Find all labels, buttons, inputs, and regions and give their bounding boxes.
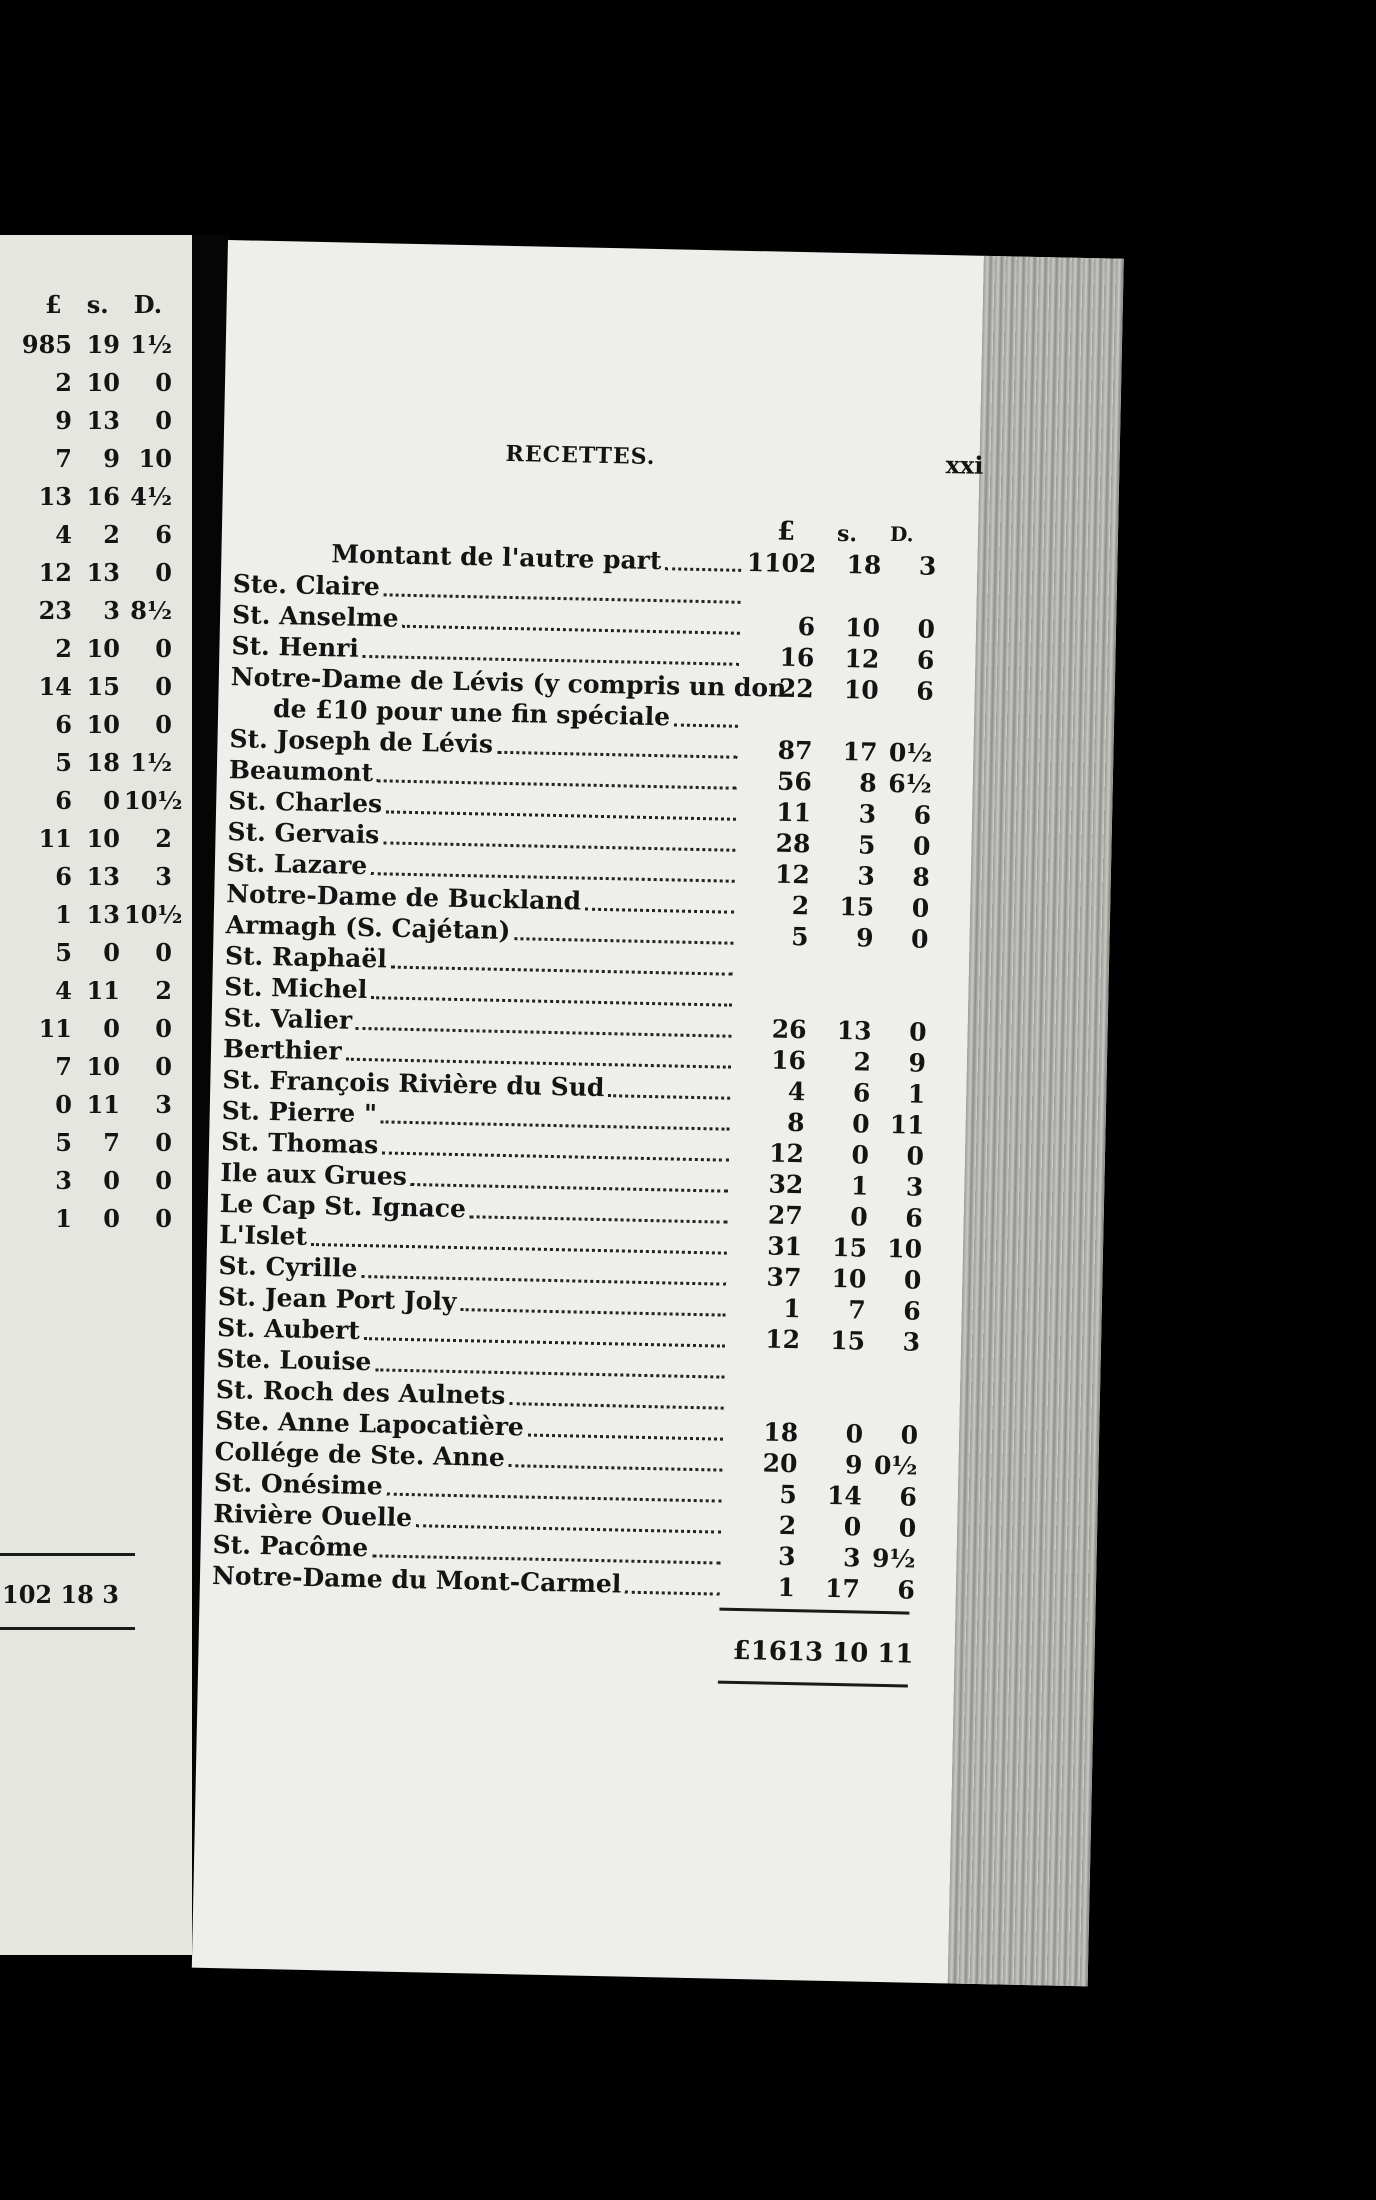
- left-pence: 0: [155, 1014, 172, 1043]
- left-pence: 0: [155, 406, 172, 435]
- left-shillings: 13: [86, 558, 120, 587]
- amount-shillings: 0: [843, 1512, 862, 1542]
- left-page-column-header: [45, 290, 162, 319]
- page-title: RECETTES.: [505, 440, 656, 470]
- left-pounds: 4: [55, 976, 72, 1005]
- left-pounds: 7: [55, 1052, 72, 1081]
- amount-pence: 3: [905, 1172, 924, 1202]
- amount-pence: 0: [908, 1017, 927, 1047]
- carried-shillings: 18: [846, 550, 882, 580]
- amount-shillings: 17: [842, 736, 878, 767]
- amount-shillings: [813, 983, 873, 984]
- left-pence: 0: [155, 1128, 172, 1157]
- amount-pounds: 26: [771, 1014, 807, 1045]
- left-pence: 0: [155, 1052, 172, 1081]
- parish-name: St. Jean Port Joly: [217, 1282, 457, 1317]
- left-pence: 2: [155, 824, 172, 853]
- left-total-rule-top: [0, 1553, 135, 1556]
- grand-total: £1613 10 11: [732, 1635, 914, 1670]
- carried-forward-label: Montant de l'autre part: [331, 539, 662, 576]
- amount-pence: [869, 1388, 919, 1389]
- left-pence: 0: [155, 938, 172, 967]
- left-shillings: 0: [103, 1014, 120, 1043]
- amount-shillings: 0: [849, 1202, 868, 1232]
- amount-pence: 10: [886, 1234, 923, 1264]
- parish-name: Notre-Dame de Lévis (y compris un don: [230, 662, 787, 703]
- total-rule-top: [719, 1608, 909, 1615]
- left-pence: 1½: [130, 748, 172, 777]
- parish-name: St. Onésime: [213, 1467, 384, 1501]
- left-pence: 6: [155, 520, 172, 549]
- amount-pence: [878, 985, 928, 986]
- pounds-column-header: £: [776, 516, 796, 547]
- amount-pence: [886, 582, 936, 583]
- amount-pounds: 2: [778, 1510, 797, 1541]
- amount-pounds: 4: [787, 1076, 806, 1107]
- parish-name: Beaumont: [228, 755, 374, 788]
- amount-shillings: 10: [844, 613, 881, 643]
- left-pounds: 2: [55, 368, 72, 397]
- amount-pounds: 11: [776, 797, 812, 828]
- left-pence: 3: [155, 862, 172, 891]
- left-shillings: 10: [86, 710, 120, 739]
- parish-name: Rivière Ouelle: [213, 1498, 413, 1533]
- left-pence-header: D.: [133, 290, 163, 319]
- left-pounds: 5: [55, 1128, 72, 1157]
- left-pence: 3: [155, 1090, 172, 1119]
- amount-shillings: 6: [852, 1078, 871, 1108]
- amount-shillings: [805, 1355, 865, 1356]
- amount-pence: [878, 954, 928, 955]
- parish-name: St. Michel: [224, 972, 368, 1005]
- amount-pence: 6: [897, 1575, 916, 1605]
- parish-name: St. Lazare: [226, 848, 368, 881]
- parish-name: St. Henri: [231, 631, 360, 663]
- left-shillings: 3: [103, 596, 120, 625]
- parish-name: St. Pacôme: [212, 1529, 369, 1563]
- amount-pounds: 6: [797, 612, 816, 642]
- parish-name: Ste. Louise: [216, 1344, 372, 1377]
- parish-name: Ile aux Grues: [220, 1158, 408, 1191]
- amount-pounds: 22: [778, 673, 815, 704]
- amount-pounds: 1: [783, 1293, 802, 1324]
- left-shillings: 13: [86, 900, 120, 929]
- amount-pounds: 18: [763, 1417, 799, 1448]
- dot-leader: [510, 1380, 724, 1409]
- amount-pence: 8: [912, 862, 931, 892]
- parish-name: Berthier: [222, 1034, 342, 1066]
- left-shillings: 7: [103, 1128, 120, 1157]
- left-total-rule-bottom: [0, 1627, 135, 1630]
- parish-name: Le Cap St. Ignace: [219, 1189, 467, 1224]
- left-shillings: 10: [86, 368, 120, 397]
- amount-pounds: 3: [777, 1541, 796, 1572]
- left-shillings: 13: [86, 406, 120, 435]
- dot-leader: [528, 1412, 723, 1441]
- amount-pence: 6: [899, 1482, 918, 1512]
- amount-pence: 3: [902, 1327, 921, 1357]
- amount-pounds: 20: [762, 1448, 798, 1479]
- amount-pence: [870, 1357, 920, 1358]
- amount-pence: 0: [898, 1513, 917, 1543]
- parish-name: St. Aubert: [216, 1313, 361, 1345]
- left-pence: 0: [155, 368, 172, 397]
- amount-pence: 0½: [888, 737, 933, 768]
- amount-pence: 6: [913, 800, 932, 830]
- left-pence: 1½: [130, 330, 172, 359]
- parish-name: St. Cyrille: [218, 1251, 358, 1283]
- left-pence: 0: [155, 1166, 172, 1195]
- parish-name: St. Valier: [223, 1003, 353, 1035]
- parish-name: St. Joseph de Lévis: [229, 724, 494, 759]
- left-shillings: 0: [103, 938, 120, 967]
- left-pounds: 13: [38, 482, 72, 511]
- left-pence: 10½: [124, 786, 183, 815]
- left-shillings: 10: [86, 1052, 120, 1081]
- amount-pence: 11: [889, 1110, 925, 1140]
- parish-name: de £10 pour une fin spéciale: [272, 694, 671, 732]
- amount-pounds: 16: [779, 642, 815, 673]
- amount-shillings: 0: [845, 1419, 864, 1449]
- left-pence: 0: [155, 634, 172, 663]
- amount-shillings: 3: [842, 1543, 861, 1573]
- dot-leader: [514, 915, 733, 945]
- pence-column-header: D.: [889, 521, 914, 547]
- amount-pence: 1: [907, 1079, 926, 1109]
- amount-pounds: 5: [790, 921, 809, 952]
- left-pounds: 2: [55, 634, 72, 663]
- dot-leader: [585, 886, 734, 914]
- amount-pounds: 16: [770, 1045, 807, 1076]
- amount-pounds: 28: [775, 828, 811, 859]
- amount-pence: 0: [906, 1141, 925, 1171]
- amount-shillings: [804, 1386, 864, 1387]
- amount-pounds: 27: [767, 1200, 803, 1231]
- left-shillings: 11: [86, 976, 120, 1005]
- left-pounds: 3: [55, 1166, 72, 1195]
- left-pence: 0: [155, 1204, 172, 1233]
- amount-pence: 0: [903, 1265, 922, 1295]
- dot-leader: [497, 729, 737, 759]
- page-number: xxi: [945, 450, 984, 480]
- amount-shillings: [818, 704, 878, 705]
- left-pounds: 1: [55, 900, 72, 929]
- left-pounds: 5: [55, 748, 72, 777]
- amount-pence: 6: [903, 1296, 922, 1326]
- dot-leader: [608, 1072, 730, 1100]
- amount-pence: 0: [912, 831, 931, 861]
- amount-pence: 6: [915, 676, 935, 706]
- carried-pounds: 1102: [746, 547, 817, 579]
- parish-name: Collége de Ste. Anne: [214, 1436, 506, 1473]
- left-pounds: 23: [38, 596, 72, 625]
- amount-pence: 9: [908, 1048, 927, 1078]
- shillings-column-header: s.: [836, 520, 858, 548]
- amount-shillings: 7: [848, 1295, 867, 1325]
- left-page: [0, 235, 205, 1955]
- right-page: [192, 240, 1124, 1986]
- parish-name: St. Thomas: [220, 1127, 379, 1160]
- parish-name: St. Pierre ": [221, 1096, 378, 1129]
- left-shillings: 15: [86, 672, 120, 701]
- amount-pounds: 56: [776, 766, 813, 797]
- parish-name: St. Roch des Aulnets: [215, 1375, 506, 1411]
- left-pence: 10½: [124, 900, 183, 929]
- page-header: [223, 435, 984, 491]
- left-pounds: 9: [55, 406, 72, 435]
- dot-leader: [508, 1442, 722, 1471]
- left-shillings: 0: [103, 1204, 120, 1233]
- parish-name: L'Islet: [218, 1220, 308, 1251]
- left-pounds: 12: [38, 558, 72, 587]
- amount-shillings: [813, 952, 873, 953]
- amount-shillings: 9: [855, 923, 874, 953]
- amount-pence: 0: [900, 1420, 919, 1450]
- left-pounds-header: £: [45, 290, 62, 319]
- amount-shillings: [821, 580, 881, 581]
- left-pounds: 6: [55, 862, 72, 891]
- parish-name: St. Charles: [227, 786, 383, 819]
- left-pounds: 11: [38, 824, 72, 853]
- amount-shillings: 2: [853, 1047, 872, 1077]
- amount-pence: 6: [916, 645, 935, 675]
- left-shillings-header: s.: [86, 290, 109, 319]
- amount-pence: [883, 706, 933, 707]
- left-pence: 4½: [130, 482, 172, 511]
- left-shillings: 2: [103, 520, 120, 549]
- left-shillings: 19: [86, 330, 120, 359]
- parish-name: Notre-Dame du Mont-Carmel: [211, 1560, 622, 1599]
- parish-name: St. François Rivière du Sud: [222, 1065, 605, 1103]
- amount-shillings: 15: [839, 891, 875, 922]
- amount-pounds: 5: [779, 1479, 798, 1510]
- left-shillings: 10: [86, 824, 120, 853]
- amount-pounds: 37: [766, 1262, 802, 1293]
- left-pence: 0: [155, 558, 172, 587]
- amount-pounds: 1: [777, 1572, 796, 1603]
- left-pence: 10: [138, 444, 172, 473]
- amount-shillings: 13: [836, 1015, 872, 1046]
- amount-shillings: 0: [851, 1140, 870, 1170]
- parish-name: Notre-Dame de Buckland: [226, 879, 582, 916]
- amount-pence: 0: [917, 614, 936, 644]
- amount-shillings: 17: [824, 1573, 861, 1604]
- amount-shillings: 15: [831, 1232, 868, 1263]
- amount-shillings: 10: [843, 675, 880, 705]
- left-pounds: 7: [55, 444, 72, 473]
- left-shillings: 11: [86, 1090, 120, 1119]
- dot-leader: [625, 1569, 721, 1596]
- left-pounds: 5: [55, 938, 72, 967]
- parish-name: St. Raphaël: [224, 941, 388, 974]
- amount-pence: 0½: [873, 1450, 918, 1481]
- amount-pence: 9½: [871, 1543, 916, 1574]
- total-row: [198, 1625, 958, 1672]
- amount-shillings: 1: [850, 1171, 869, 1201]
- left-pence: 2: [155, 976, 172, 1005]
- amount-shillings: 15: [829, 1325, 866, 1356]
- amount-pence: 6½: [887, 768, 933, 799]
- total-rule-bottom: [718, 1681, 908, 1688]
- amount-pounds: 32: [768, 1169, 804, 1200]
- left-pounds: 6: [55, 710, 72, 739]
- amount-pounds: 8: [786, 1107, 805, 1138]
- amount-pence: 0: [911, 893, 930, 923]
- dot-leader: [674, 701, 739, 727]
- left-pence: 8½: [130, 596, 172, 625]
- left-shillings: 10: [86, 634, 120, 663]
- left-page-total: 102 18 3: [2, 1580, 119, 1609]
- left-pounds: 11: [38, 1014, 72, 1043]
- amount-pounds: 2: [791, 890, 810, 921]
- parish-name: Ste. Anne Lapocatière: [214, 1405, 525, 1442]
- left-shillings: 16: [86, 482, 120, 511]
- left-shillings: 13: [86, 862, 120, 891]
- amount-shillings: 10: [831, 1263, 867, 1294]
- page-edge: [948, 256, 1124, 1987]
- left-pounds: 14: [38, 672, 72, 701]
- dot-leader: [461, 1286, 726, 1317]
- parish-name: Ste. Claire: [232, 569, 381, 602]
- amount-pounds: 12: [765, 1324, 801, 1355]
- amount-shillings: 0: [851, 1109, 870, 1139]
- left-shillings: 0: [103, 1166, 120, 1195]
- amount-shillings: 3: [857, 861, 876, 891]
- amount-pence: 6: [904, 1203, 923, 1233]
- amount-shillings: 8: [859, 768, 878, 798]
- amount-pounds: 87: [777, 735, 813, 766]
- amount-shillings: 9: [844, 1450, 863, 1480]
- left-pounds: 1: [55, 1204, 72, 1233]
- left-shillings: 9: [103, 444, 120, 473]
- left-shillings: 0: [103, 786, 120, 815]
- amount-pounds: 12: [774, 859, 811, 890]
- dot-leader: [416, 1502, 721, 1533]
- left-shillings: 18: [86, 748, 120, 777]
- parish-name: St. Anselme: [231, 600, 399, 633]
- amount-pounds: 31: [766, 1231, 803, 1262]
- left-pounds: 0: [55, 1090, 72, 1119]
- carried-pence: 3: [918, 551, 937, 581]
- left-pounds: 6: [55, 786, 72, 815]
- parish-name: St. Gervais: [227, 817, 380, 850]
- amount-shillings: 12: [844, 644, 880, 674]
- left-pounds: 4: [55, 520, 72, 549]
- dot-leader: [665, 545, 742, 572]
- dot-leader: [470, 1193, 728, 1223]
- amount-shillings: 5: [857, 830, 876, 860]
- amount-pence: 0: [910, 924, 929, 954]
- parish-name: Armagh (S. Cajétan): [225, 910, 511, 946]
- left-pence: 0: [155, 710, 172, 739]
- left-pounds: 985: [21, 330, 72, 359]
- dot-leader: [410, 1161, 728, 1193]
- amount-shillings: 14: [826, 1480, 863, 1511]
- amount-shillings: 3: [858, 799, 877, 829]
- amount-pounds: 12: [768, 1138, 805, 1169]
- left-pence: 0: [155, 672, 172, 701]
